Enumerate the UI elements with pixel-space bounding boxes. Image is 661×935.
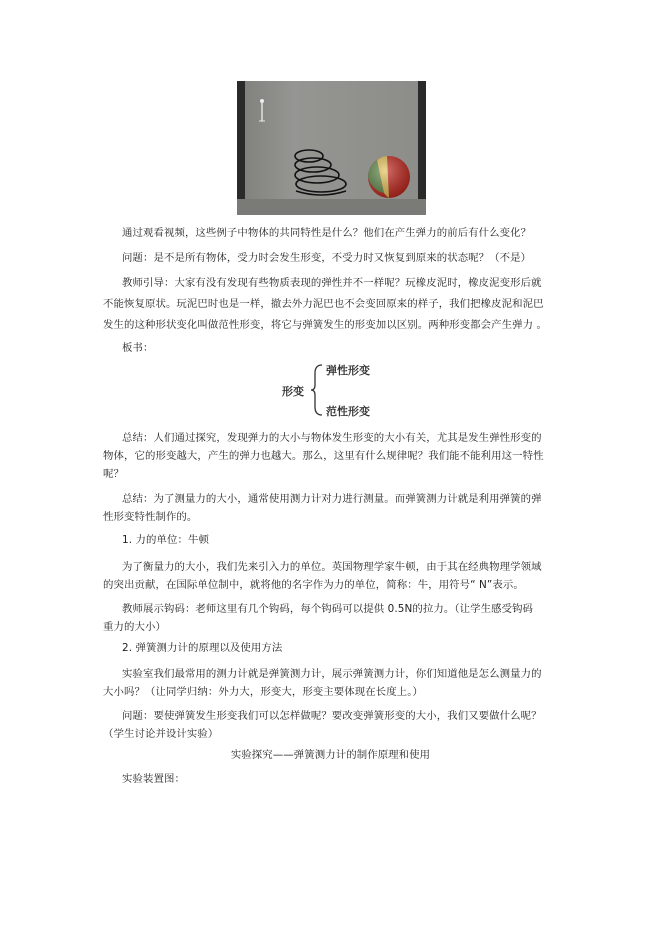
paragraph-line: 教师引导：大家有没有发现有些物质表现的弹性并不一样呢？玩橡皮泥时，橡皮泥变形后就 <box>122 277 542 289</box>
paragraph-line: 问题：是不是所有物体，受力时会发生形变，不受力时又恢复到原来的状态呢？（不是） <box>122 252 532 264</box>
diagram-branch-bottom: 范性形变 <box>326 405 370 418</box>
section-heading: 2. 弹簧测力计的原理以及使用方法 <box>122 642 283 654</box>
paragraph-line: 的突出贡献，在国际单位制中，就将他的名字作为力的单位，简称：牛，用符号“ N”表示。 <box>103 579 524 591</box>
paragraph-line: 板书： <box>122 342 154 354</box>
deformation-classification-diagram <box>278 359 388 421</box>
paragraph-line: 不能恢复原状。玩泥巴时也是一样，撤去外力泥巴也不会变回原来的样子，我们把橡皮泥和泥巴 <box>103 298 544 310</box>
paragraph-line: 实验室我们最常用的测力计就是弹簧测力计，展示弹簧测力计，你们知道他是怎么测量力的 <box>122 668 542 680</box>
paragraph-line: 为了衡量力的大小，我们先来引入力的单位。英国物理学家牛顿，由于其在经典物理学领域 <box>122 561 542 573</box>
paragraph-line: 教师展示钩码：老师这里有几个钩码，每个钩码可以提供 0.5N的拉力。（让学生感受钩码 <box>122 603 534 615</box>
paragraph-line: 物体，它的形变越大，产生的弹力也越大。那么，这里有什么规律呢？我们能不能利用这一特性 <box>103 450 544 462</box>
paragraph-line: 总结：为了测量力的大小，通常使用测力计对力进行测量。而弹簧测力计就是利用弹簧的弹 <box>122 493 542 505</box>
paragraph-line: 总结：人们通过探究，发现弹力的大小与物体发生形变的大小有关，尤其是发生弹性形变的 <box>122 432 542 444</box>
ball <box>368 156 410 198</box>
brace-icon <box>310 363 324 417</box>
video-still-image <box>237 81 426 215</box>
diagram-root-label: 形变 <box>282 385 304 398</box>
section-heading: 1. 力的单位：牛顿 <box>122 534 209 546</box>
paragraph-line: 性形变特性制作的。 <box>103 511 198 523</box>
paragraph-line: 重力的大小） <box>103 621 166 633</box>
spring-and-ball-illustration <box>237 81 426 215</box>
paragraph-line: 大小吗？（让同学归纳：外力大，形变大，形变主要体现在长度上。） <box>103 686 424 698</box>
paragraph-line: 问题：要使弹簧发生形变我们可以怎样做呢？要改变弹簧形变的大小，我们又要做什么呢？ <box>122 710 542 722</box>
paragraph-line: 实验装置图： <box>122 773 185 785</box>
diagram-branch-top: 弹性形变 <box>326 364 370 377</box>
paragraph-line: 通过观看视频，这些例子中物体的共同特性是什么？他们在产生弹力的前后有什么变化？ <box>122 227 532 239</box>
experiment-title: 实验探究——弹簧测力计的制作原理和使用 <box>230 749 431 761</box>
paragraph-line: （学生讨论并设计实验） <box>103 728 219 740</box>
paragraph-line: 发生的这种形状变化叫做范性形变，将它与弹簧发生的形变加以区别。两种形变都会产生弹力 。 <box>103 319 548 331</box>
paragraph-line: 呢？ <box>103 468 124 480</box>
